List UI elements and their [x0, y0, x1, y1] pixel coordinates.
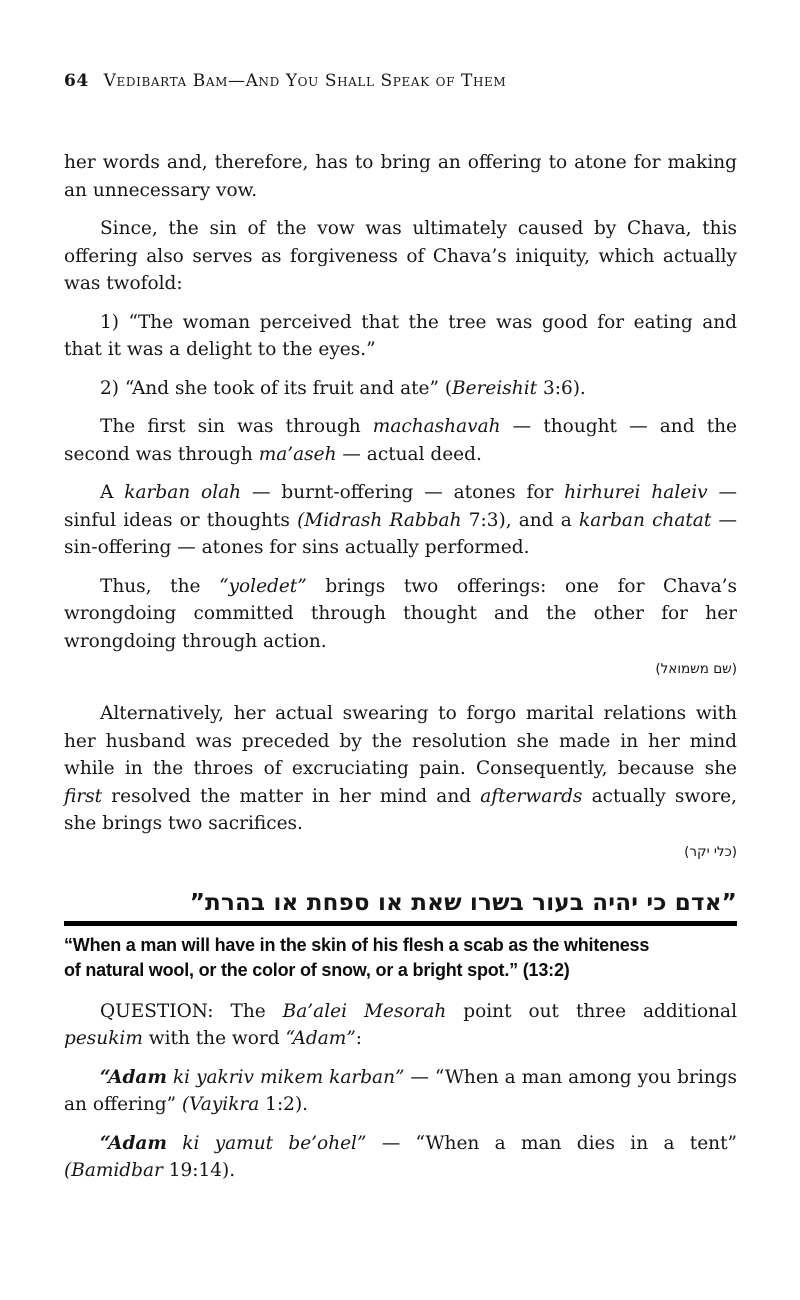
- paragraph-since-vow: Since, the sin of the vow was ultimately caused by Chava, this offering also serves as forgiveness of Chava’s iniquity, which actually was twofold:: [64, 218, 737, 294]
- adam-example-2: “Adam ki yamut be’ohel” — “When a man dies in a tent” (Bamidbar 19:14).: [64, 1132, 737, 1181]
- adam-example-1: “Adam ki yakriv mikem karban” — “When a man among you brings an offering” (Vayikra 1:2).: [64, 1066, 737, 1115]
- source-attribution-kli-yakar: (כלי יקר): [684, 843, 737, 860]
- page-number: 64: [64, 71, 89, 91]
- paragraph-continuation: her words and, therefore, has to bring an offering to atone for making an unnecessary vow.: [64, 152, 737, 201]
- paragraph-karban-olah: A karban olah — burnt-offering — atones for hirhurei haleiv — sinful ideas or thoughts (Midrash Rabbah 7:3), and a karban chatat — sin-offering — atones for sins actually performed.: [64, 482, 737, 558]
- paragraph-list-item-2: 2) “And she took of its fruit and ate” (Bereishit 3:6).: [100, 377, 586, 399]
- book-title: Vedibarta Bam—And You Shall Speak of Them: [103, 71, 507, 91]
- page-body: [64, 149, 737, 1185]
- hebrew-verse-heading: ”אדם כי יהיה בעור בשרו שאת או ספחת או בהרת”: [189, 889, 737, 916]
- heading-divider: [64, 921, 737, 926]
- source-attribution-shem-mishmuel: (שם משמואל): [655, 661, 737, 677]
- paragraph-list-item-1: 1) “The woman perceived that the tree was good for eating and that it was a delight to the eyes.”: [64, 311, 737, 360]
- running-head: [64, 70, 737, 92]
- paragraph-yoledet: Thus, the “yoledet” brings two offerings: one for Chava’s wrongdoing committed through thought and the other for her wrongdoing through action.: [64, 575, 737, 652]
- question-paragraph: QUESTION: The Ba’alei Mesorah point out three additional pesukim with the word “Adam”:: [64, 1000, 737, 1049]
- paragraph-alternatively: Alternatively, her actual swearing to forgo marital relations with her husband was preceded by the resolution she made in her mind while in the throes of excruciating pain. Consequently, because she first resolved the matter in her mind and afterwards actually swore, she brings two sacrifices.: [64, 703, 737, 834]
- verse-translation: “When a man will have in the skin of his flesh a scab as the whiteness of natural wool, or the color of snow, or a bright spot.” (13:2): [64, 934, 650, 980]
- verse-section: [64, 889, 737, 1185]
- paragraph-first-sin: The first sin was through machashavah — thought — and the second was through ma’aseh — actual deed.: [64, 416, 737, 465]
